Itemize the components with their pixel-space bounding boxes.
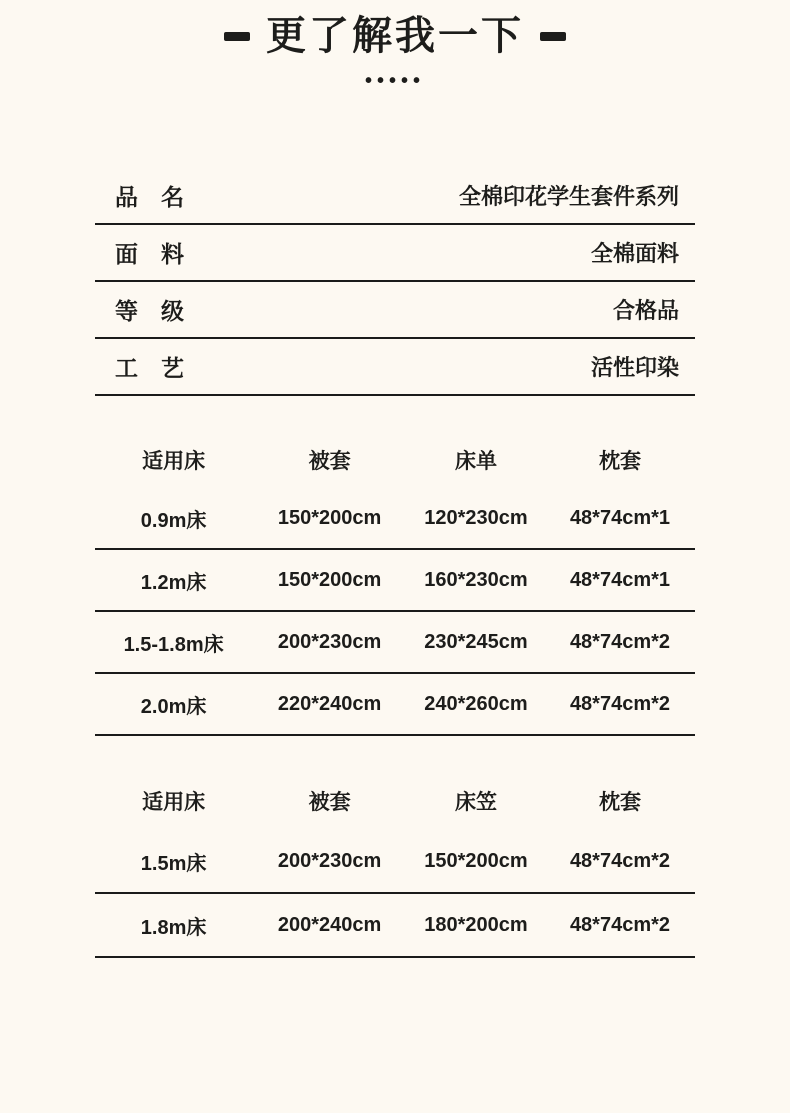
- spec-label: 等 级: [115, 298, 184, 324]
- size-cell-duvet-cover: 200*240cm: [277, 913, 382, 936]
- spec-table: [95, 168, 695, 396]
- spec-label: 工 艺: [115, 355, 184, 381]
- size-cell-flat-sheet: 120*230cm: [424, 506, 528, 529]
- size-cell-flat-sheet: 230*245cm: [424, 630, 528, 653]
- size-cell-pillowcase: 48*74cm*2: [569, 913, 671, 936]
- size-cell-bed: 1.5-1.8m床: [123, 633, 224, 656]
- size-cell-pillowcase: 48*74cm*2: [569, 692, 671, 715]
- spec-row-fabric: [95, 225, 695, 282]
- size-cell-bed: 0.9m床: [140, 509, 207, 532]
- size-cell-pillowcase: 48*74cm*2: [569, 849, 671, 872]
- size-col-header-duvet-cover: 被套: [308, 791, 351, 814]
- spec-value: 全棉印花学生套件系列: [458, 184, 679, 209]
- size-cell-flat-sheet: 160*230cm: [424, 568, 528, 591]
- size-col-header-bed: 适用床: [142, 791, 206, 814]
- size-row-0.9m: [95, 488, 695, 550]
- page-title: 更了解我一下: [266, 14, 524, 58]
- size-cell-bed: 2.0m床: [140, 695, 207, 718]
- size-row-1.5-1.8m: [95, 612, 695, 674]
- size-col-header-pillowcase: 枕套: [598, 791, 641, 814]
- size-cell-pillowcase: 48*74cm*2: [569, 630, 671, 653]
- size-col-header-fitted-sheet: 床笠: [454, 791, 497, 814]
- spec-row-craft: [95, 339, 695, 396]
- size-col-header-bed: 适用床: [142, 450, 206, 473]
- size-cell-duvet-cover: 200*230cm: [277, 849, 382, 872]
- size-cell-pillowcase: 48*74cm*1: [569, 506, 671, 529]
- size-cell-bed: 1.8m床: [140, 916, 207, 939]
- spec-label: 品 名: [115, 184, 184, 210]
- spec-label: 面 料: [115, 241, 184, 267]
- size-cell-duvet-cover: 200*230cm: [277, 630, 382, 653]
- title-dash-right-icon: [540, 32, 566, 41]
- size-row-1.2m: [95, 550, 695, 612]
- size-cell-fitted-sheet: 180*200cm: [424, 913, 528, 936]
- spec-value: 合格品: [612, 298, 679, 323]
- size-table-fitted-sheet: [95, 772, 695, 958]
- spec-row-product-name: [95, 168, 695, 225]
- size-cell-fitted-sheet: 150*200cm: [424, 849, 528, 872]
- size-row-2.0m: [95, 674, 695, 736]
- size-cell-duvet-cover: 220*240cm: [277, 692, 382, 715]
- size-table-header-row: [95, 772, 695, 830]
- size-table-header-row: [95, 432, 695, 488]
- page-header: [0, 0, 790, 93]
- size-row-1.5m: [95, 830, 695, 894]
- size-cell-duvet-cover: 150*200cm: [277, 506, 382, 529]
- spec-value: 全棉面料: [590, 241, 679, 266]
- size-col-header-flat-sheet: 床单: [454, 450, 497, 473]
- size-cell-pillowcase: 48*74cm*1: [569, 568, 671, 591]
- size-col-header-pillowcase: 枕套: [598, 450, 641, 473]
- size-cell-flat-sheet: 240*260cm: [424, 692, 528, 715]
- size-cell-bed: 1.5m床: [140, 852, 207, 875]
- title-row: [0, 0, 790, 58]
- spec-row-grade: [95, 282, 695, 339]
- size-cell-bed: 1.2m床: [140, 571, 207, 594]
- size-col-header-duvet-cover: 被套: [308, 450, 351, 473]
- size-cell-duvet-cover: 150*200cm: [277, 568, 382, 591]
- title-dots-icon: •••••: [364, 70, 425, 92]
- spec-value: 活性印染: [590, 355, 679, 380]
- size-row-1.8m: [95, 894, 695, 958]
- title-dash-left-icon: [224, 32, 250, 41]
- size-table-flat-sheet: [95, 432, 695, 736]
